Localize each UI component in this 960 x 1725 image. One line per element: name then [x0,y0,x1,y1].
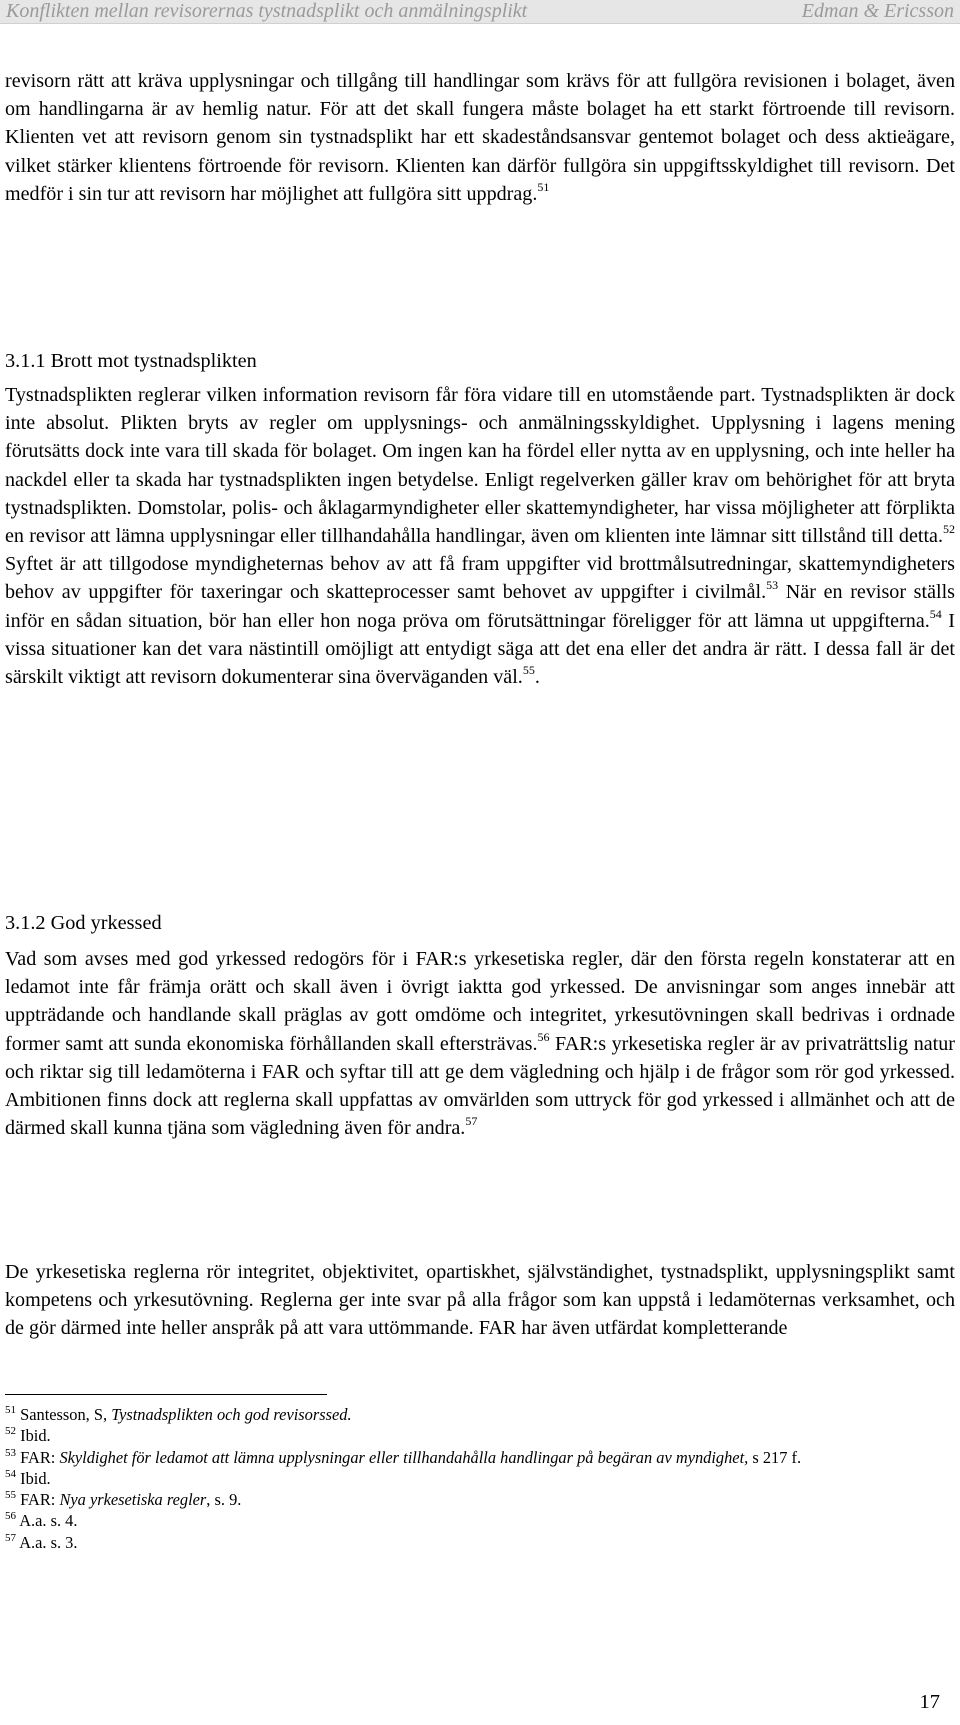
footnote-53 [5,1447,955,1468]
footnote-56 [5,1510,955,1531]
paragraph-2 [5,381,955,691]
footnote-number: 52 [5,1425,16,1438]
footnote-52 [5,1425,955,1446]
section-heading-3-1-1: 3.1.1 Brott mot tystnadsplikten [5,350,257,372]
paragraph-3-sentence-2: FAR:s yrkesetiska regler är av privaträttslig natur och riktar sig till ledamöterna i FAR och syftar till att ge dem vägledning och hjälp i de frågor som rör god yrkessed. Ambitionen finns dock att reglerna skall uppfattas av omvärlden som uttryck för god yrkessed i allmänhet och att de därmed skall kunna tjäna som vägledning även för andra. [5,1032,955,1140]
running-header [0,0,960,24]
paragraph-2-sentence-3: När en revisor ställs inför en sådan situation, bör han eller hon noga pröva om förutsättningar föreligger för att lämna ut uppgifterna. [5,581,955,632]
paragraph-2-end: . [534,666,540,689]
footnote-ref-52[interactable]: 52 [943,522,955,537]
paragraph-1-text: revisorn rätt att kräva upplysningar och tillgång till handlingar som krävs för att fullgöra revisionen i bolaget, även om handlingarna är av hemlig natur. För att det skall fungera måste bolaget ha ett starkt förtroende till revisorn. Klienten vet att revisorn genom sin tystnadsplikt har ett skadeståndsansvar gentemot bolaget och dess aktieägare, vilket stärker klientens förtroende för revisorn. Klienten kan därför fullgöra sin uppgiftsskyldighet till revisorn. Det medför i sin tur att revisorn har möjlighet att fullgöra sitt uppdrag. [5,70,955,205]
footnote-text: Ibid. [20,1468,51,1488]
footnote-number: 53 [5,1446,16,1459]
paragraph-4-text: De yrkesetiska reglerna rör integritet, objektivitet, opartiskhet, självständighet, tystnadsplikt, upplysningsplikt samt kompetens och yrkesutövning. Reglerna ger inte svar på alla frågor som kan uppstå i ledamöternas verksamhet, och de gör därmed inte heller anspråk på att vara uttömmande. FAR har även utfärdat kompletterande [5,1261,955,1340]
footnote-title: Nya yrkesetiska regler [59,1490,207,1510]
footnote-number: 51 [5,1404,16,1416]
header-authors: Edman & Ericsson [801,0,954,22]
footnote-57 [5,1532,955,1553]
paragraph-3 [5,945,955,1142]
footnote-54 [5,1468,955,1489]
footnote-51 [5,1404,955,1425]
paragraph-1 [5,67,955,208]
footnote-number: 56 [5,1510,16,1523]
header-title: Konflikten mellan revisorernas tystnadsplikt och anmälningsplikt [6,0,528,22]
footnote-ref-53[interactable]: 53 [766,578,779,593]
paragraph-3-sentence-1: Vad som avses med god yrkessed redogörs för i FAR:s yrkesetiska regler, där den första regeln konstaterar att en ledamot inte får främja orätt och skall även i övrigt iaktta god yrkessed. De anvisningar som anges innebär att uppträdande och handlande skall präglas av gott omdöme och integritet, yrkesutövningen skall bedrivas i ordnade former samt att sunda ekonomiska förhållanden skall eftersträvas. [5,948,955,1055]
paragraph-2-sentence-2: Syftet är att tillgodose myndigheternas behov av att få fram uppgifter vid brottmålsutredningar, skattemyndigheters behov av uppgifter för taxeringar och skatteprocesser samt behovet av uppgifter i civilmål. [5,553,955,604]
footnote-text: FAR: [20,1447,60,1467]
footnote-title: Tystnadsplikten och god revisorssed. [111,1405,352,1424]
footnote-text: FAR: [20,1490,60,1510]
footnote-text: Santesson, S, [20,1405,112,1424]
footnote-text-after: , s. 9. [206,1490,242,1510]
page-number: 17 [919,1691,940,1713]
footnote-text: A.a. s. 3. [19,1532,78,1552]
footnote-ref-56[interactable]: 56 [537,1029,550,1044]
section-heading-3-1-2: 3.1.2 God yrkessed [5,912,162,934]
footnote-number: 57 [5,1531,16,1544]
footnote-ref-55[interactable]: 55 [522,663,535,678]
footnote-55 [5,1489,955,1510]
footnote-text: Ibid. [20,1426,51,1446]
paragraph-2-sentence-1: Tystnadsplikten reglerar vilken information revisorn får föra vidare till en utomstående part. Tystnadsplikten är dock inte absolut. Plikten bryts av regler om upplysnings- och anmälningsskyldighet. Upplysning i lagens mening förutsätts dock inte vara till skada för bolaget. Om ingen kan ha fördel eller nytta av en upplysning, och inte heller ha nackdel eller ta skada har tystnadsplikten ingen betydelse. Enligt regelverken gäller krav om behörighet för att bryta tystnadsplikten. Domstolar, polis- och åklagarmyndigheter eller skattemyndigheter, har vissa möjligheter att förplikta en revisor att lämna upplysningar eller tillhandahålla handlingar, även om klienten inte lämnar sitt tillstånd till detta. [5,384,955,548]
footnote-number: 54 [5,1467,16,1480]
footnote-text-after: s 217 f. [748,1447,802,1467]
paragraph-2-sentence-4: I vissa situationer kan det vara nästintill omöjligt att entydigt säga att det ena eller det andra är rätt. I dessa fall är det särskilt viktigt att revisorn dokumenterar sina överväganden väl. [5,609,956,689]
footnote-separator [5,1394,327,1395]
paragraph-4 [5,1258,955,1343]
footnote-text: A.a. s. 4. [19,1511,78,1531]
footnote-ref-54[interactable]: 54 [929,606,942,621]
footnote-ref-57[interactable]: 57 [465,1114,478,1129]
footnotes [5,1404,955,1553]
footnote-title: Skyldighet för ledamot att lämna upplysningar eller tillhandahålla handlingar på begäran av myndighet, [59,1447,749,1467]
footnote-ref-51[interactable]: 51 [537,179,550,194]
footnote-number: 55 [5,1489,16,1502]
